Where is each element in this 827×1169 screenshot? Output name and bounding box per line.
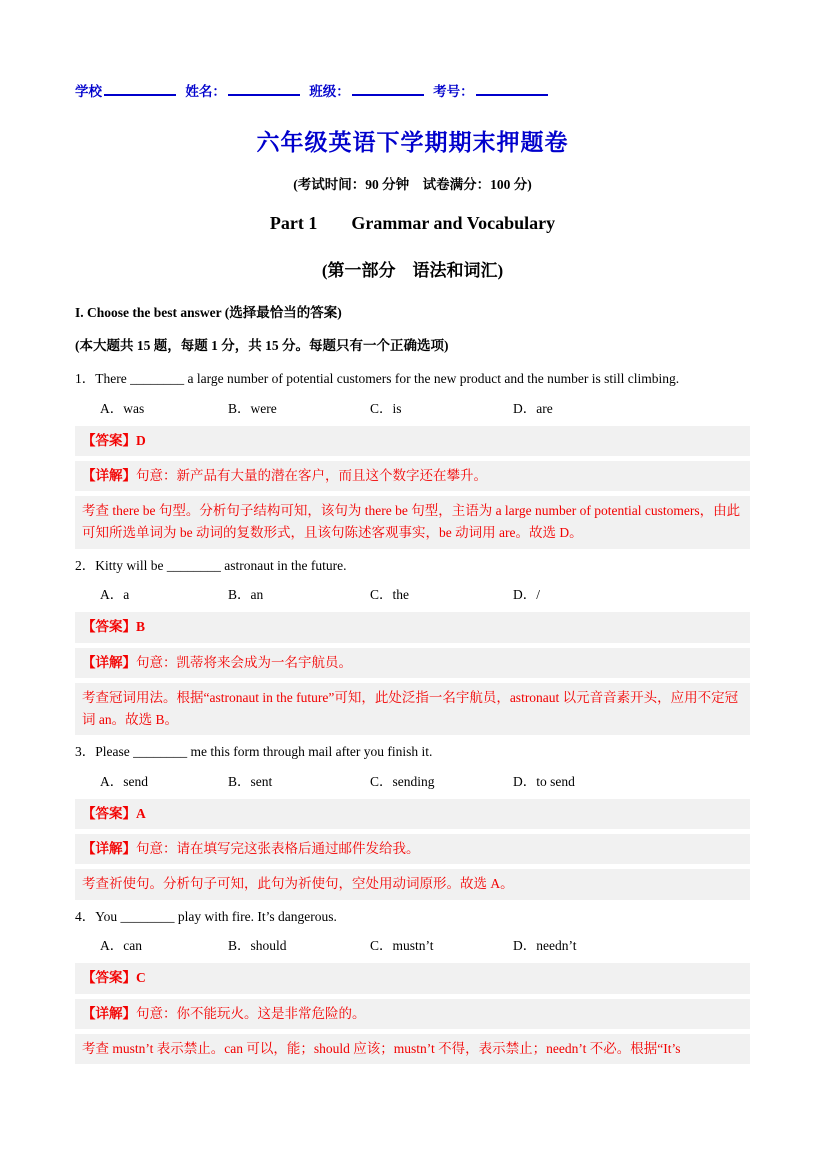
question-block-3 [75, 741, 750, 899]
question-stem: 2．Kitty will be ________ astronaut in the future. [75, 557, 347, 573]
option-b: B．were [228, 400, 277, 416]
option-a: A．a [100, 587, 130, 603]
name-label: 姓名： [185, 84, 226, 99]
answer-label: 【答案】 [82, 432, 136, 448]
exam-no-label: 考号： [433, 84, 474, 99]
part1-title-en: Grammar and Vocabulary [351, 213, 556, 233]
answer-value: C [136, 970, 146, 986]
school-label: 学校 [75, 84, 102, 99]
class-blank-line [352, 83, 424, 96]
detail-label: 【详解】 [82, 841, 136, 857]
detail-line [75, 999, 750, 1029]
analysis-line: 考查冠词用法。根据“astronaut in the future”可知，此处泛指一名宇航员，astronaut 以元音音素开头，应用不定冠词 an。故选 B。 [75, 683, 750, 736]
option-b: B．an [228, 587, 264, 603]
option-d: D．are [513, 400, 553, 416]
options-row [75, 397, 750, 417]
detail-text: 句意：请在填写完这张表格后通过邮件发给我。 [136, 841, 420, 857]
option-b: B．should [228, 938, 287, 954]
question-stem: 3．Please ________ me this form through mail after you finish it. [75, 744, 433, 760]
detail-line [75, 648, 750, 678]
option-d: D．needn’t [513, 938, 577, 954]
class-label: 班级： [309, 84, 350, 99]
option-a: A．send [100, 773, 148, 789]
option-c: C．the [370, 587, 409, 603]
answer-line [75, 963, 750, 993]
answer-line [75, 426, 750, 456]
section1-heading: I. Choose the best answer (选择最恰当的答案) [75, 305, 342, 320]
option-d: D．/ [513, 587, 540, 603]
part1-heading [75, 213, 750, 234]
analysis-line: 考查祈使句。分析句子可知，此句为祈使句，空处用动词原形。故选 A。 [75, 869, 750, 899]
answer-value: A [136, 805, 146, 821]
option-c: C．mustn’t [370, 938, 434, 954]
question-block-4 [75, 906, 750, 1064]
answer-label: 【答案】 [82, 619, 136, 635]
options-row [75, 934, 750, 954]
part1-title-zh: (第一部分 语法和词汇) [321, 261, 504, 280]
name-blank-line [228, 83, 300, 96]
section1-note: (本大题共 15 题，每题 1 分，共 15 分。每题只有一个正确选项) [75, 338, 449, 353]
answer-line [75, 612, 750, 642]
part1-label: Part 1 [269, 213, 318, 233]
question-block-2 [75, 555, 750, 736]
detail-label: 【详解】 [82, 467, 136, 483]
option-c: C．sending [370, 773, 435, 789]
options-row [75, 770, 750, 790]
paper-title: 六年级英语下学期期末押题卷 [256, 130, 569, 155]
option-a: A．was [100, 400, 145, 416]
answer-label: 【答案】 [82, 805, 136, 821]
analysis-line: 考查 there be 句型。分析句子结构可知，该句为 there be 句型，主语为 a large number of potential customers，由此可知所选单词为 be 动词的复数形式，且该句陈述客观事实，be 动词用 are。故选 D。 [75, 496, 750, 549]
detail-line [75, 461, 750, 491]
answer-label: 【答案】 [82, 970, 136, 986]
answer-line [75, 799, 750, 829]
exam-no-blank-line [476, 83, 548, 96]
detail-text: 句意：你不能玩火。这是非常危险的。 [136, 1005, 366, 1021]
exam-info-subtitle: (考试时间：90 分钟 试卷满分：100 分) [293, 177, 532, 192]
option-a: A．can [100, 938, 142, 954]
detail-line [75, 834, 750, 864]
detail-label: 【详解】 [82, 654, 136, 670]
answer-value: B [136, 619, 146, 635]
question-stem: 1．There ________ a large number of potential customers for the new product and the number is still climbing. [75, 371, 680, 386]
school-blank-line [104, 83, 176, 96]
student-info-line [75, 80, 750, 100]
question-stem: 4．You ________ play with fire. It’s dangerous. [75, 908, 337, 924]
detail-label: 【详解】 [82, 1005, 136, 1021]
option-d: D．to send [513, 773, 575, 789]
analysis-line: 考查 mustn’t 表示禁止。can 可以，能；should 应该；mustn’t 不得，表示禁止；needn’t 不必。根据“It’s [75, 1034, 750, 1064]
question-block-1 [75, 368, 750, 549]
option-b: B．sent [228, 773, 273, 789]
option-c: C．is [370, 400, 402, 416]
options-row [75, 583, 750, 603]
detail-text: 句意：凯蒂将来会成为一名宇航员。 [136, 654, 352, 670]
answer-value: D [136, 432, 146, 448]
detail-text: 句意：新产品有大量的潜在客户，而且这个数字还在攀升。 [136, 467, 487, 483]
